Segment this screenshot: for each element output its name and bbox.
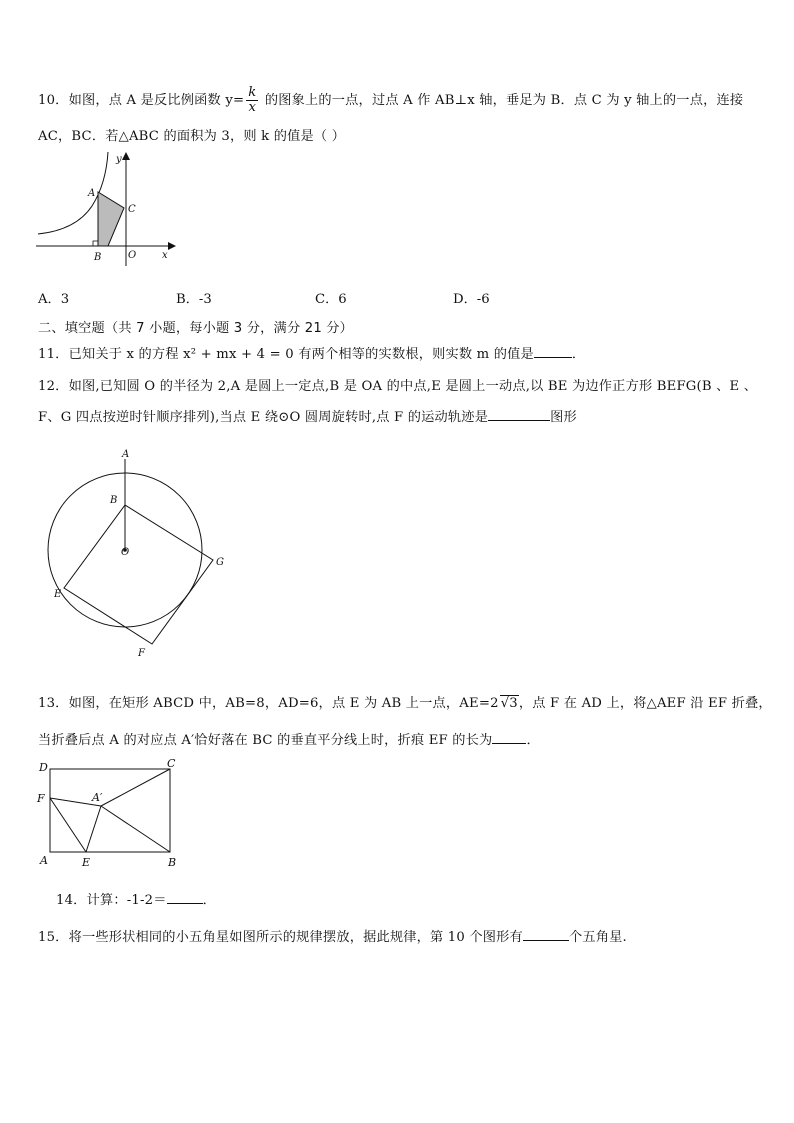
q13-text-c: 当折叠后点 A 的对应点 A′恰好落在 BC 的垂直平分线上时，折痕 EF 的长为 (38, 733, 493, 748)
q11-text-a: 11．已知关于 x 的方程 x² + mx + 4 = 0 有两个相等的实数根，则实数 m 的值是 (38, 347, 534, 362)
q13-text-a: 13．如图，在矩形 ABCD 中，AB=8，AD=6，点 E 为 AB 上一点，AE=2 (38, 696, 499, 711)
q10-label-o: O (128, 250, 137, 261)
q13-sqrt: √3 (500, 696, 518, 711)
q10-frac-den: x (248, 100, 257, 115)
q11-answer-blank[interactable] (534, 345, 572, 358)
q10-fraction (246, 86, 258, 115)
q10-figure (36, 150, 186, 270)
q13-line1 (38, 692, 772, 711)
q10-option-c[interactable]: C．6 (315, 292, 347, 307)
q10-triangle-abc (98, 192, 124, 246)
q10-line1 (38, 86, 743, 115)
q10-prefix: 10．如图，点 A 是反比例函数 y= (38, 93, 245, 108)
q12-text-b: 图形 (550, 410, 577, 425)
q13-label-e: E (82, 856, 91, 869)
q10-label-y: y (116, 154, 122, 165)
q13-label-b: B (168, 856, 177, 869)
q10-line2: AC，BC．若△ABC 的面积为 3，则 k 的值是（ ） (38, 129, 346, 144)
q13-segment-fe (50, 798, 86, 852)
q12-line1: 12．如图,已知圆 O 的半径为 2,A 是圆上一定点,B 是 OA 的中点,E 是圆上一动点,以 BE 为边作正方形 BEFG(B 、E 、 (38, 379, 758, 394)
q13-answer-blank[interactable] (492, 731, 526, 744)
q12-square-befg (64, 505, 213, 644)
q13-line2 (38, 729, 540, 748)
q10-y-arrow (122, 152, 130, 160)
q12-label-e: E (54, 589, 62, 600)
q13-segment-a-prime-b (101, 806, 170, 852)
q13-text-d: ． (526, 733, 540, 748)
q15-answer-blank[interactable] (523, 928, 569, 941)
q14-text-a: 14．计算：-1-2＝ (56, 893, 167, 908)
q13-text-b: ，点 F 在 AD 上，将△AEF 沿 EF 折叠， (518, 696, 772, 711)
q12-label-g: G (216, 557, 224, 568)
q15-text-a: 15．将一些形状相同的小五角星如图所示的规律摆放，据此规律，第 10 个图形有 (38, 930, 523, 945)
q15-text-b: 个五角星. (568, 930, 627, 945)
q13-segment-ea-prime (86, 806, 101, 852)
section-title: 二、填空题（共 7 小题，每小题 3 分，满分 21 分） (38, 321, 354, 336)
q13-segment-a-prime-c (101, 769, 170, 806)
q11-line (38, 343, 585, 362)
q10-frac-num: k (248, 85, 257, 100)
q10-label-x: x (162, 250, 168, 261)
q14-text-b: ． (202, 893, 217, 908)
q12-text-a: F、G 四点按逆时针顺序排列),当点 E 绕⊙O 圆周旋转时,点 F 的运动轨迹是 (38, 410, 489, 425)
q13-figure (36, 756, 186, 871)
q10-suffix: 的图象上的一点，过点 A 作 AB⊥x 轴，垂足为 B．点 C 为 y 轴上的一点，连接 (260, 93, 744, 108)
q10-label-c: C (128, 204, 136, 215)
q12-figure (40, 445, 240, 660)
q11-text-b: ． (571, 347, 586, 362)
q10-label-b: B (94, 252, 102, 263)
q13-label-f: F (37, 792, 45, 805)
q10-right-angle (93, 241, 98, 246)
q13-label-d: D (39, 761, 48, 774)
q10-label-a: A (88, 188, 96, 199)
q10-option-b[interactable]: B．-3 (176, 292, 212, 307)
q12-label-o: O (121, 547, 130, 558)
q12-label-f: F (138, 648, 145, 659)
q12-label-b: B (110, 495, 118, 506)
q14-line (56, 889, 216, 908)
q10-option-d[interactable]: D．-6 (453, 292, 490, 307)
q12-answer-blank[interactable] (488, 408, 550, 421)
q13-sqrt-value: 3 (509, 696, 518, 711)
q13-label-a: A (40, 854, 48, 867)
q10-option-a[interactable]: A．3 (38, 292, 70, 307)
q10-x-arrow (168, 242, 176, 250)
q13-label-a-prime: A′ (92, 791, 103, 804)
q15-line (38, 926, 627, 945)
q12-label-a: A (122, 449, 130, 460)
q13-label-c: C (167, 757, 176, 770)
q12-line2 (38, 406, 577, 425)
q14-answer-blank[interactable] (167, 891, 203, 904)
